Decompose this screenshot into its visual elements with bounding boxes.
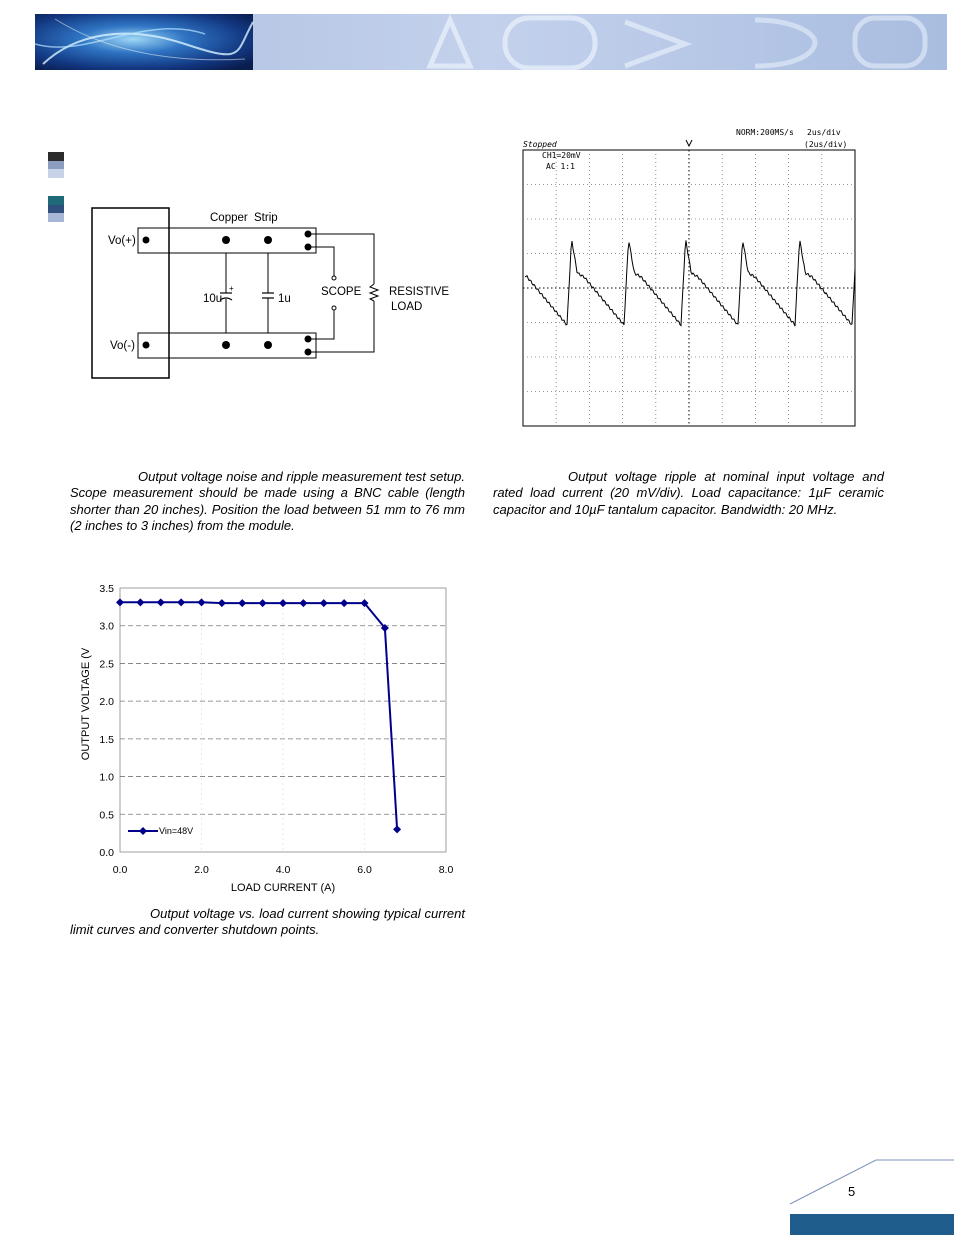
y-tick-label: 3.5	[99, 583, 114, 595]
footer-tab	[788, 1158, 954, 1235]
scope-label: SCOPE	[321, 286, 362, 298]
scope-status: Stopped	[523, 140, 557, 149]
header-banner	[35, 14, 947, 70]
ripple-test-circuit	[86, 200, 466, 385]
x-tick-label: 0.0	[112, 864, 128, 876]
scope-timebase-paren: (2us/div)	[804, 140, 848, 149]
cap-10u-label: 10u	[203, 293, 223, 305]
y-axis-label: OUTPUT VOLTAGE (V	[80, 647, 92, 761]
section-marker-2	[48, 196, 64, 222]
ripple-trace	[525, 240, 855, 326]
load-label: LOAD	[391, 301, 423, 313]
x-tick-label: 6.0	[357, 864, 372, 876]
scope-ch1: CH1=20mV	[542, 151, 581, 160]
y-tick-label: 2.5	[99, 658, 114, 671]
legend-label: Vin=48V	[159, 826, 194, 836]
y-tick-label: 0.0	[99, 847, 114, 859]
page-number: 5	[848, 1184, 856, 1199]
svg-text:+: +	[229, 284, 234, 293]
scope-sample-rate: NORM:200MS/s	[736, 128, 794, 137]
vo-minus-label: Vo(-)	[110, 340, 135, 352]
copper-label: Copper	[210, 212, 248, 224]
resistive-label: RESISTIVE	[389, 286, 450, 298]
section-marker-1	[48, 152, 64, 178]
footer-bar	[790, 1214, 954, 1235]
module-box	[92, 208, 169, 378]
scope-coupling: AC 1:1	[546, 162, 575, 171]
y-tick-label: 3.0	[99, 620, 114, 633]
y-tick-label: 0.5	[99, 809, 114, 822]
strip-label: Strip	[254, 212, 278, 224]
caption-ripple: Output voltage ripple at nominal input voltage and rated load current (20 mV/div). Load capacitance: 1µF ceramic capacitor and 10µF tantalum capacitor. Bandwidth: 20 MHz.	[493, 469, 884, 517]
y-tick-label: 1.5	[99, 733, 114, 746]
x-tick-label: 8.0	[438, 864, 454, 876]
scope-timebase: 2us/div	[807, 128, 841, 137]
cap-1u-label: 1u	[278, 293, 291, 305]
y-tick-label: 1.0	[99, 771, 114, 784]
x-tick-label: 4.0	[275, 864, 291, 876]
vi-chart	[72, 578, 472, 898]
caption-noise-setup: Output voltage noise and ripple measurement test setup. Scope measurement should be made using a BNC cable (length shorter than 20 inches). Position the load between 51 mm to 76 mm (2 inches to 3 inches) from the module.	[70, 469, 465, 533]
header-graphic	[35, 14, 947, 70]
x-tick-label: 2.0	[194, 864, 209, 876]
trigger-marker	[686, 140, 692, 146]
caption-vi-curve: Output voltage vs. load current showing typical current limit curves and converter shutdown points.	[70, 906, 465, 938]
vo-plus-label: Vo(+)	[108, 235, 136, 247]
oscilloscope-capture	[515, 122, 865, 432]
y-tick-label: 2.0	[99, 696, 114, 709]
x-axis-label: LOAD CURRENT (A)	[230, 882, 336, 894]
